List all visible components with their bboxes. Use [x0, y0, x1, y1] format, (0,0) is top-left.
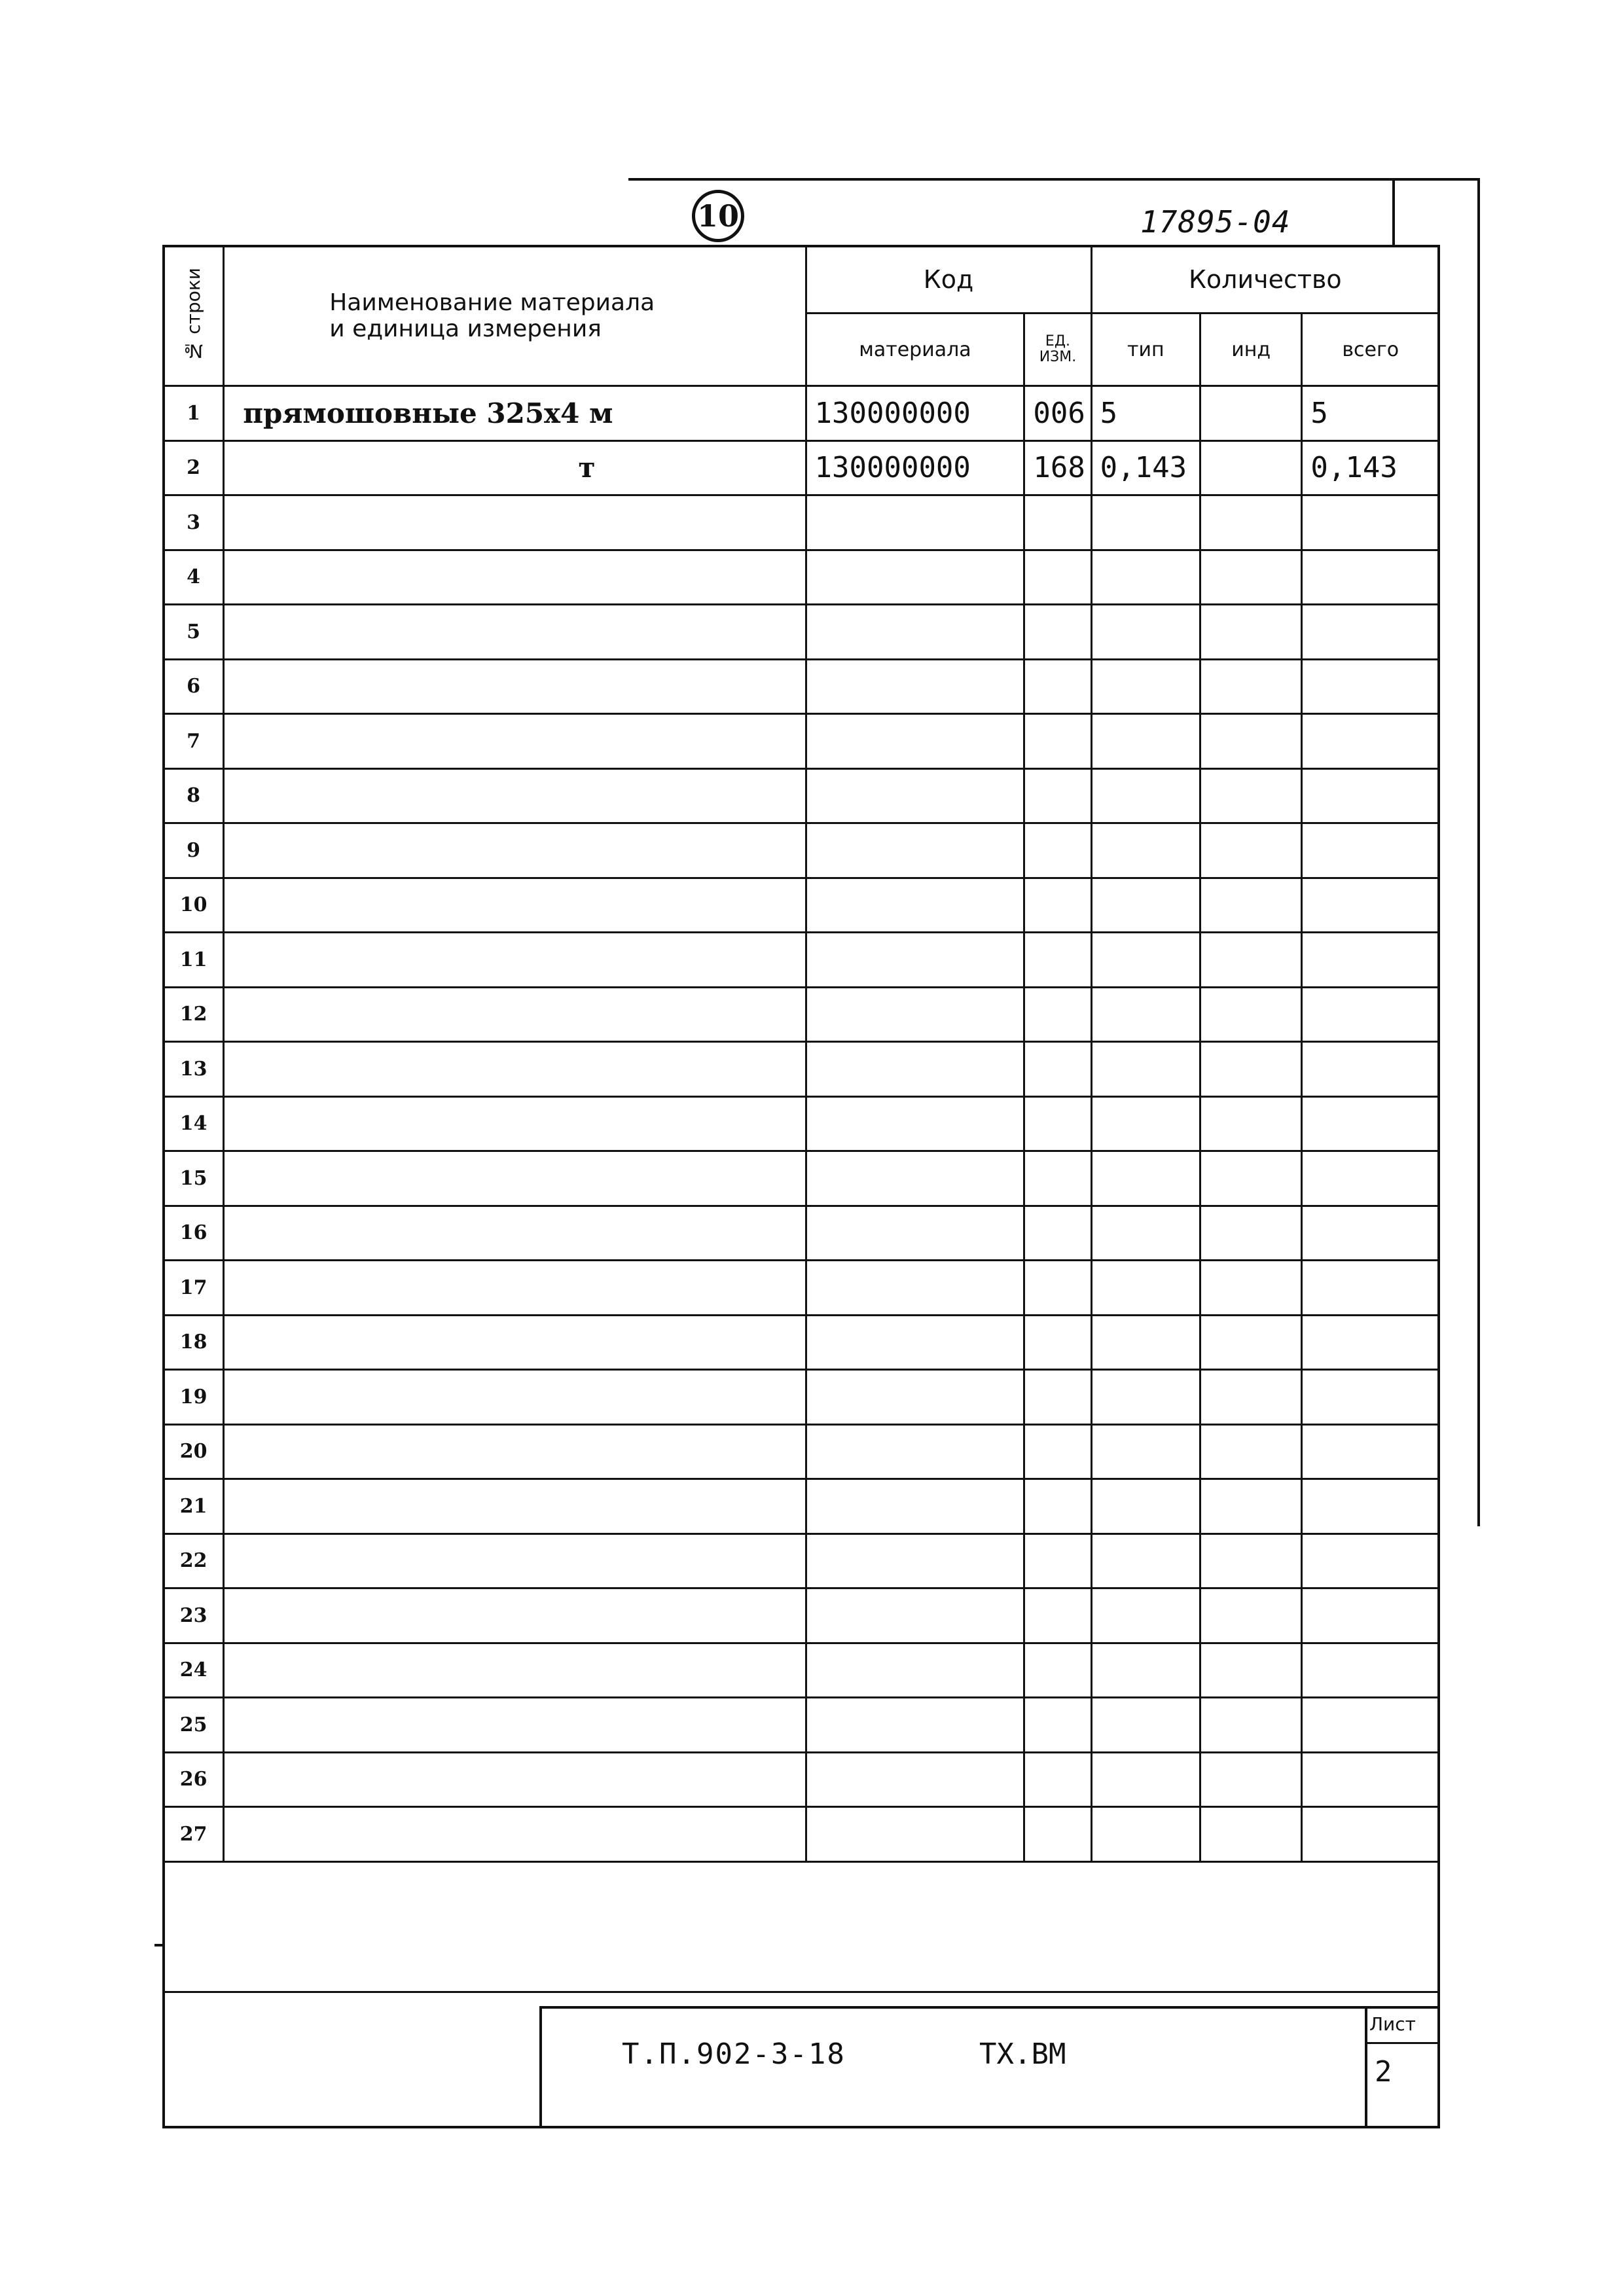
qty-ind-cell — [1200, 495, 1302, 550]
table-row — [164, 1479, 1439, 1534]
table-row — [164, 1643, 1439, 1698]
material-name-cell — [224, 1807, 806, 1862]
qty-tip-cell — [1091, 823, 1200, 878]
row-number-cell: 8 — [164, 768, 224, 823]
material-name-cell: т — [224, 440, 806, 495]
row-number-cell: 23 — [164, 1588, 224, 1643]
row-number-cell: 1 — [164, 386, 224, 441]
row-number-cell: 19 — [164, 1370, 224, 1425]
header-code-unit: ЕД. ИЗМ. — [1024, 314, 1091, 386]
table-row — [164, 714, 1439, 769]
material-code-cell — [806, 1534, 1024, 1588]
qty-tip-cell — [1091, 714, 1200, 769]
qty-tip-cell — [1091, 1370, 1200, 1425]
unit-code-cell — [1024, 1807, 1091, 1862]
qty-total-cell — [1302, 1096, 1439, 1151]
qty-total-cell — [1302, 1151, 1439, 1206]
qty-total-cell — [1302, 878, 1439, 933]
header-name-line1: Наименование материала — [329, 289, 655, 316]
row-number-cell: 12 — [164, 987, 224, 1042]
qty-tip-cell — [1091, 768, 1200, 823]
qty-ind-cell — [1200, 1698, 1302, 1753]
unit-code-cell — [1024, 1096, 1091, 1151]
material-name-cell — [224, 1752, 806, 1807]
unit-code-cell — [1024, 878, 1091, 933]
material-name-cell — [224, 1698, 806, 1753]
row-number-cell: 24 — [164, 1643, 224, 1698]
sheet-number-circle — [692, 190, 744, 242]
qty-total-cell — [1302, 1424, 1439, 1479]
unit-code-cell — [1024, 659, 1091, 714]
unit-code-cell — [1024, 1424, 1091, 1479]
row-number-cell: 3 — [164, 495, 224, 550]
material-name-cell — [224, 1096, 806, 1151]
stamp-section: ТХ.ВМ — [979, 2037, 1066, 2071]
qty-ind-cell — [1200, 823, 1302, 878]
qty-tip-cell — [1091, 987, 1200, 1042]
table-row — [164, 1370, 1439, 1425]
table-row — [164, 1206, 1439, 1261]
qty-ind-cell — [1200, 386, 1302, 441]
top-right-divider — [1392, 178, 1395, 245]
qty-ind-cell — [1200, 933, 1302, 988]
qty-tip-cell — [1091, 1151, 1200, 1206]
qty-total-cell — [1302, 714, 1439, 769]
qty-total-cell — [1302, 1752, 1439, 1807]
material-code-cell — [806, 1151, 1024, 1206]
unit-code-cell — [1024, 987, 1091, 1042]
qty-total-cell — [1302, 1807, 1439, 1862]
unit-code-cell — [1024, 1643, 1091, 1698]
row-number-cell: 18 — [164, 1315, 224, 1370]
material-code-cell — [806, 495, 1024, 550]
material-code-cell: 130000000 — [806, 386, 1024, 441]
unit-code-cell — [1024, 1534, 1091, 1588]
qty-total-cell — [1302, 1206, 1439, 1261]
row-number-cell: 9 — [164, 823, 224, 878]
qty-total-cell — [1302, 550, 1439, 605]
row-number-cell: 22 — [164, 1534, 224, 1588]
table-row — [164, 386, 1439, 441]
header-code: Код — [806, 246, 1091, 314]
qty-ind-cell — [1200, 1643, 1302, 1698]
material-name-cell — [224, 605, 806, 660]
unit-code-cell — [1024, 550, 1091, 605]
material-code-cell — [806, 1096, 1024, 1151]
unit-code-cell: 168 — [1024, 440, 1091, 495]
row-number-cell: 7 — [164, 714, 224, 769]
material-code-cell — [806, 1588, 1024, 1643]
material-code-cell — [806, 1206, 1024, 1261]
material-name-cell — [224, 1151, 806, 1206]
stamp-separator — [162, 1991, 1440, 1993]
qty-total-cell — [1302, 1534, 1439, 1588]
document-number: 17895-04 — [1140, 204, 1291, 240]
table-row — [164, 1096, 1439, 1151]
table-row — [164, 1424, 1439, 1479]
qty-tip-cell — [1091, 1424, 1200, 1479]
table-row — [164, 933, 1439, 988]
qty-ind-cell — [1200, 1479, 1302, 1534]
table-row — [164, 1042, 1439, 1097]
unit-code-cell — [1024, 1315, 1091, 1370]
material-code-cell — [806, 1479, 1024, 1534]
qty-ind-cell — [1200, 878, 1302, 933]
qty-ind-cell — [1200, 714, 1302, 769]
table-row — [164, 1752, 1439, 1807]
material-code-cell — [806, 605, 1024, 660]
qty-total-cell — [1302, 1643, 1439, 1698]
qty-tip-cell — [1091, 1315, 1200, 1370]
table-row — [164, 659, 1439, 714]
left-margin-tick — [154, 1944, 162, 1946]
qty-ind-cell — [1200, 1315, 1302, 1370]
table-row — [164, 987, 1439, 1042]
material-code-cell — [806, 1315, 1024, 1370]
qty-tip-cell — [1091, 1206, 1200, 1261]
qty-ind-cell — [1200, 1261, 1302, 1316]
material-name-cell — [224, 1479, 806, 1534]
material-name-cell — [224, 1261, 806, 1316]
material-code-cell — [806, 987, 1024, 1042]
material-name-cell — [224, 823, 806, 878]
qty-ind-cell — [1200, 1370, 1302, 1425]
row-number-cell: 15 — [164, 1151, 224, 1206]
material-code-cell — [806, 659, 1024, 714]
qty-ind-cell — [1200, 1534, 1302, 1588]
qty-tip-cell — [1091, 1752, 1200, 1807]
qty-total-cell — [1302, 1698, 1439, 1753]
qty-tip-cell — [1091, 1096, 1200, 1151]
material-name-cell — [224, 1206, 806, 1261]
qty-total-cell — [1302, 605, 1439, 660]
material-code-cell — [806, 823, 1024, 878]
qty-tip-cell — [1091, 1588, 1200, 1643]
qty-tip-cell: 5 — [1091, 386, 1200, 441]
qty-tip-cell — [1091, 1698, 1200, 1753]
right-margin-line — [1477, 178, 1480, 1526]
qty-ind-cell — [1200, 1752, 1302, 1807]
sheet-number: 10 — [696, 198, 739, 234]
qty-ind-cell — [1200, 1151, 1302, 1206]
row-number-cell: 16 — [164, 1206, 224, 1261]
qty-tip-cell — [1091, 1643, 1200, 1698]
table-row — [164, 605, 1439, 660]
row-number-cell: 14 — [164, 1096, 224, 1151]
row-number-cell: 26 — [164, 1752, 224, 1807]
qty-tip-cell — [1091, 933, 1200, 988]
unit-code-cell — [1024, 495, 1091, 550]
row-number-cell: 13 — [164, 1042, 224, 1097]
qty-tip-cell — [1091, 1261, 1200, 1316]
material-name-cell — [224, 1588, 806, 1643]
material-name-cell — [224, 1534, 806, 1588]
table-row — [164, 768, 1439, 823]
table-row — [164, 1534, 1439, 1588]
qty-ind-cell — [1200, 550, 1302, 605]
material-name-cell — [224, 659, 806, 714]
material-name-cell — [224, 933, 806, 988]
material-code-cell — [806, 1698, 1024, 1753]
material-name-cell — [224, 1424, 806, 1479]
qty-ind-cell — [1200, 1588, 1302, 1643]
table-row — [164, 1807, 1439, 1862]
material-name-cell — [224, 878, 806, 933]
material-name-cell — [224, 1643, 806, 1698]
table-row — [164, 1261, 1439, 1316]
qty-total-cell — [1302, 1042, 1439, 1097]
material-code-cell — [806, 1752, 1024, 1807]
qty-tip-cell — [1091, 550, 1200, 605]
material-code-cell — [806, 1424, 1024, 1479]
unit-code-cell — [1024, 605, 1091, 660]
qty-ind-cell — [1200, 659, 1302, 714]
material-code-cell — [806, 933, 1024, 988]
material-name-cell — [224, 987, 806, 1042]
qty-total-cell — [1302, 1479, 1439, 1534]
qty-ind-cell — [1200, 1096, 1302, 1151]
table-row — [164, 823, 1439, 878]
material-name-cell — [224, 1315, 806, 1370]
material-name-cell: прямошовные 325х4 м — [224, 386, 806, 441]
materials-table — [162, 245, 1440, 1863]
header-row-number: № строки — [164, 246, 224, 386]
material-name-cell — [224, 1042, 806, 1097]
table-row — [164, 440, 1439, 495]
unit-code-cell — [1024, 1261, 1091, 1316]
table-row — [164, 550, 1439, 605]
table-row — [164, 1588, 1439, 1643]
qty-tip-cell: 0,143 — [1091, 440, 1200, 495]
qty-tip-cell — [1091, 1479, 1200, 1534]
qty-tip-cell — [1091, 878, 1200, 933]
unit-code-cell — [1024, 1206, 1091, 1261]
qty-total-cell — [1302, 1315, 1439, 1370]
row-number-cell: 11 — [164, 933, 224, 988]
material-code-cell — [806, 714, 1024, 769]
qty-ind-cell — [1200, 768, 1302, 823]
table-row — [164, 878, 1439, 933]
material-name-cell — [224, 495, 806, 550]
row-number-cell: 4 — [164, 550, 224, 605]
row-number-cell: 21 — [164, 1479, 224, 1534]
qty-tip-cell — [1091, 1042, 1200, 1097]
table-row — [164, 495, 1439, 550]
material-name-cell — [224, 550, 806, 605]
stamp-sheet-number: 2 — [1375, 2055, 1392, 2089]
material-code-cell: 130000000 — [806, 440, 1024, 495]
qty-ind-cell — [1200, 1807, 1302, 1862]
unit-code-cell — [1024, 768, 1091, 823]
material-name-cell — [224, 1370, 806, 1425]
unit-code-cell — [1024, 1479, 1091, 1534]
header-code-material: материала — [806, 314, 1024, 386]
material-code-cell — [806, 1042, 1024, 1097]
header-qty-tip: тип — [1091, 314, 1200, 386]
table-row — [164, 1315, 1439, 1370]
table-row — [164, 1698, 1439, 1753]
qty-ind-cell — [1200, 987, 1302, 1042]
row-number-cell: 10 — [164, 878, 224, 933]
qty-ind-cell — [1200, 605, 1302, 660]
row-number-cell: 17 — [164, 1261, 224, 1316]
row-number-cell: 5 — [164, 605, 224, 660]
header-name-line2: и единица измерения — [329, 315, 602, 342]
row-number-cell: 6 — [164, 659, 224, 714]
qty-ind-cell — [1200, 1042, 1302, 1097]
material-code-cell — [806, 768, 1024, 823]
unit-code-cell — [1024, 714, 1091, 769]
unit-code-cell — [1024, 1698, 1091, 1753]
stamp-sheet-label: Лист — [1369, 2013, 1416, 2035]
material-code-cell — [806, 1261, 1024, 1316]
qty-ind-cell — [1200, 1424, 1302, 1479]
qty-total-cell — [1302, 768, 1439, 823]
unit-code-cell: 006 — [1024, 386, 1091, 441]
material-code-cell — [806, 550, 1024, 605]
header-quantity: Количество — [1091, 246, 1439, 314]
material-code-cell — [806, 1643, 1024, 1698]
unit-code-cell — [1024, 1588, 1091, 1643]
unit-code-cell — [1024, 933, 1091, 988]
qty-total-cell — [1302, 933, 1439, 988]
qty-total-cell — [1302, 987, 1439, 1042]
qty-total-cell: 0,143 — [1302, 440, 1439, 495]
table-row — [164, 1151, 1439, 1206]
qty-total-cell — [1302, 1370, 1439, 1425]
unit-code-cell — [1024, 1151, 1091, 1206]
table-body — [164, 386, 1439, 1862]
material-code-cell — [806, 1807, 1024, 1862]
qty-tip-cell — [1091, 1807, 1200, 1862]
qty-total-cell — [1302, 1261, 1439, 1316]
qty-tip-cell — [1091, 659, 1200, 714]
qty-total-cell — [1302, 495, 1439, 550]
unit-code-cell — [1024, 823, 1091, 878]
qty-total-cell — [1302, 823, 1439, 878]
stamp-sheet-divider — [1365, 2042, 1440, 2044]
qty-total-cell — [1302, 659, 1439, 714]
material-code-cell — [806, 1370, 1024, 1425]
qty-ind-cell — [1200, 440, 1302, 495]
row-number-cell: 25 — [164, 1698, 224, 1753]
qty-ind-cell — [1200, 1206, 1302, 1261]
qty-tip-cell — [1091, 1534, 1200, 1588]
unit-code-cell — [1024, 1042, 1091, 1097]
material-code-cell — [806, 878, 1024, 933]
unit-code-cell — [1024, 1370, 1091, 1425]
header-qty-ind: инд — [1200, 314, 1302, 386]
qty-tip-cell — [1091, 495, 1200, 550]
row-number-cell: 27 — [164, 1807, 224, 1862]
header-qty-total: всего — [1302, 314, 1439, 386]
qty-total-cell: 5 — [1302, 386, 1439, 441]
qty-tip-cell — [1091, 605, 1200, 660]
row-number-cell: 20 — [164, 1424, 224, 1479]
stamp-project-code: Т.П.902-3-18 — [622, 2037, 846, 2071]
qty-total-cell — [1302, 1588, 1439, 1643]
material-name-cell — [224, 768, 806, 823]
unit-code-cell — [1024, 1752, 1091, 1807]
top-border-line — [628, 178, 1479, 181]
row-number-cell: 2 — [164, 440, 224, 495]
header-material-name — [224, 246, 806, 386]
material-name-cell — [224, 714, 806, 769]
